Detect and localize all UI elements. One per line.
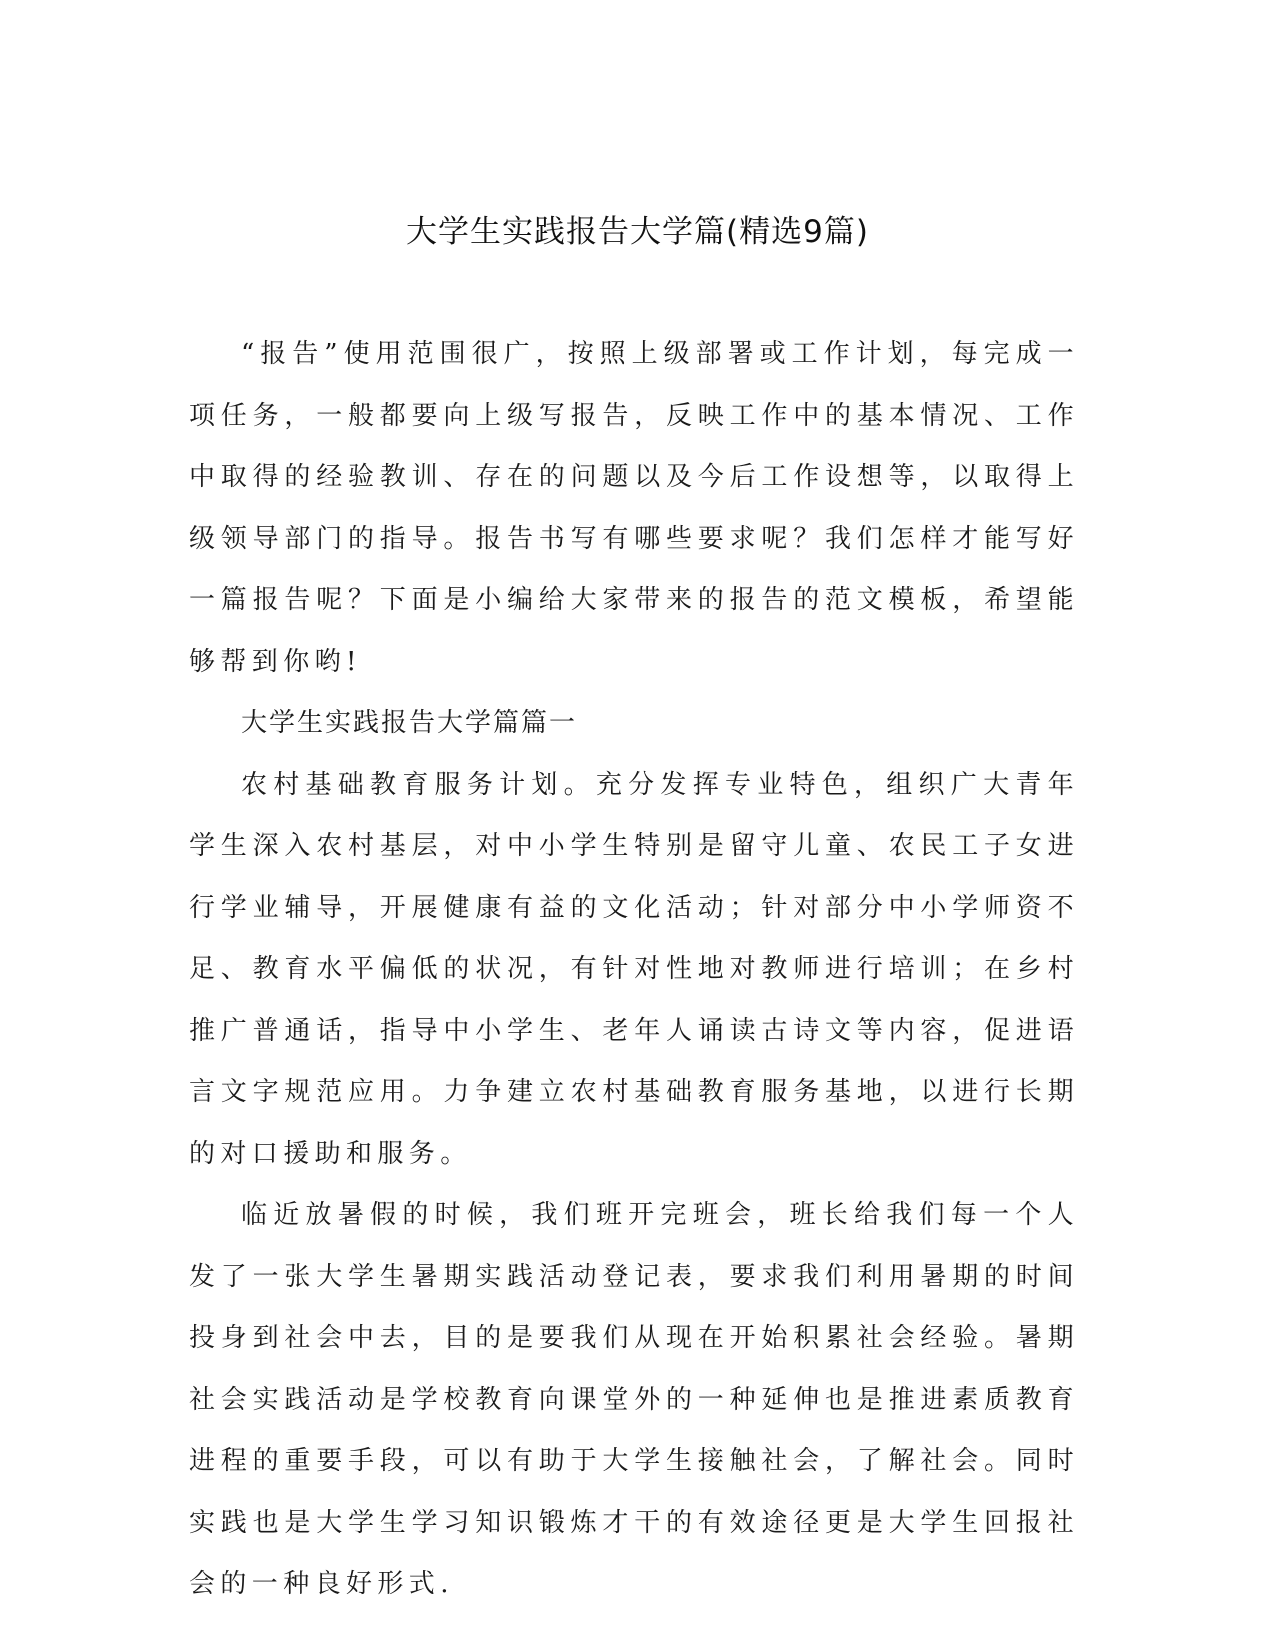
document-body <box>189 324 1079 1616</box>
intro-paragraph: “报告”使用范围很广，按照上级部署或工作计划，每完成一项任务，一般都要向上级写报告，反映工作中的基本情况、工作中取得的经验教训、存在的问题以及今后工作设想等，以取得上级领导部门的指导。报告书写有哪些要求呢？我们怎样才能写好一篇报告呢？下面是小编给大家带来的报告的范文模板，希望能够帮到你哟! <box>189 339 1079 677</box>
body-paragraph-summer-practice: 临近放暑假的时候，我们班开完班会，班长给我们每一个人发了一张大学生暑期实践活动登记表，要求我们利用暑期的时间投身到社会中去，目的是要我们从现在开始积累社会经验。暑期社会实践活动是学校教育向课堂外的一种延伸也是推进素质教育进程的重要手段，可以有助于大学生接触社会，了解社会。同时实践也是大学生学习知识锻炼才干的有效途径更是大学生回报社会的一种良好形式. <box>189 1200 1079 1599</box>
section-heading: 大学生实践报告大学篇篇一 <box>241 708 578 738</box>
body-paragraph-rural-education: 农村基础教育服务计划。充分发挥专业特色，组织广大青年学生深入农村基层，对中小学生特别是留守儿童、农民工子女进行学业辅导，开展健康有益的文化活动；针对部分中小学师资不足、教育水平偏低的状况，有针对性地对教师进行培训；在乡村推广普通话，指导中小学生、老年人诵读古诗文等内容，促进语言文字规范应用。力争建立农村基础教育服务基地，以进行长期的对口援助和服务。 <box>189 769 1079 1169</box>
document-title: 大学生实践报告大学篇(精选9篇) <box>406 214 869 250</box>
